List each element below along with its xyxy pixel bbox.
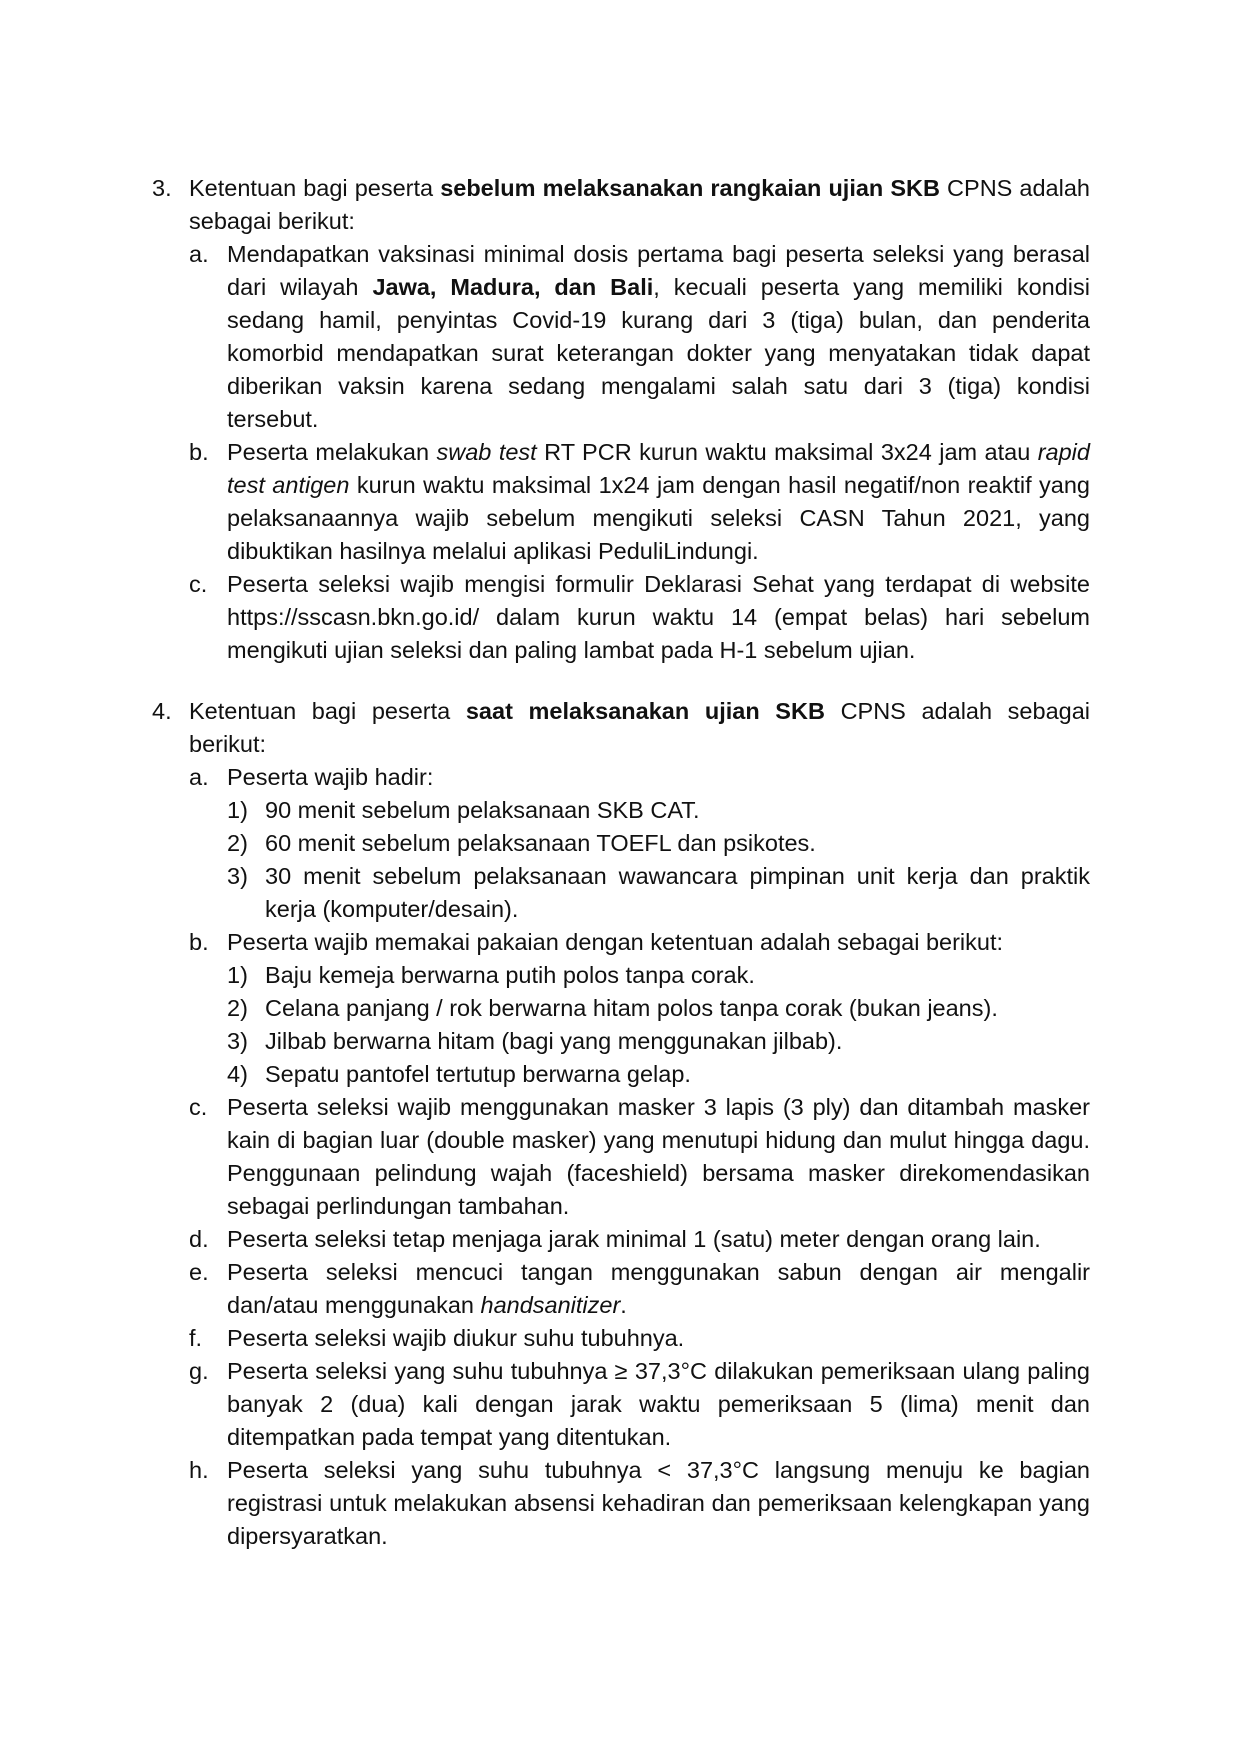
intro-text-end: CPNS adalah sebagai berikut: — [189, 175, 1090, 234]
list-item-4d — [189, 1223, 1090, 1256]
item-text-italic: handsanitizer — [480, 1292, 621, 1318]
item-label: g. — [189, 1358, 209, 1384]
list-item-4g — [189, 1355, 1090, 1454]
intro-bold: saat melaksanakan ujian SKB — [465, 698, 825, 724]
item-text: Peserta seleksi yang suhu tubuhnya < 37,3°C langsung menuju ke bagian registrasi untuk melakukan absensi kehadiran dan pemeriksaan kelengkapan yang dipersyaratkan. — [227, 1457, 1090, 1549]
sub-item-4b-1 — [227, 959, 1090, 992]
item-label: b. — [189, 439, 209, 465]
item-label: h. — [189, 1457, 209, 1483]
sub-item-label: 4) — [227, 1061, 248, 1087]
list-item-3a — [189, 238, 1090, 436]
item-text-post: kurun waktu maksimal 1x24 jam dengan hasil negatif/non reaktif yang pelaksanaannya wajib sebelum mengikuti seleksi CASN Tahun 2021, yang dibuktikan hasilnya melalui aplikasi PeduliLindungi. — [227, 472, 1090, 564]
section-intro — [189, 172, 1090, 238]
item-label: d. — [189, 1226, 209, 1252]
sub-item-4b-3 — [227, 1025, 1090, 1058]
sub-item-text: 30 menit sebelum pelaksanaan wawancara pimpinan unit kerja dan praktik kerja (komputer/desain). — [265, 863, 1090, 922]
section-number: 3. — [152, 175, 172, 201]
item-text: Peserta wajib memakai pakaian dengan ketentuan adalah sebagai berikut: — [227, 929, 1004, 955]
sub-item-text: 60 menit sebelum pelaksanaan TOEFL dan psikotes. — [265, 830, 816, 856]
document-content — [152, 172, 1090, 1553]
sub-item-text: Celana panjang / rok berwarna hitam polos tanpa corak (bukan jeans). — [265, 995, 998, 1021]
list-item-3c — [189, 568, 1090, 667]
item-label: e. — [189, 1259, 209, 1285]
list-item-4f — [189, 1322, 1090, 1355]
sub-item-4a-2 — [227, 827, 1090, 860]
item-text: Peserta seleksi tetap menjaga jarak minimal 1 (satu) meter dengan orang lain. — [227, 1226, 1041, 1252]
item-text-mid: RT PCR kurun waktu maksimal 3x24 jam atau — [536, 439, 1038, 465]
intro-text: Ketentuan bagi peserta — [189, 175, 441, 201]
item-text: Peserta seleksi wajib diukur suhu tubuhnya. — [227, 1325, 685, 1351]
item-text: Peserta seleksi wajib menggunakan masker 3 lapis (3 ply) dan ditambah masker kain di bagian luar (double masker) yang menutupi hidung dan mulut hingga dagu. Penggunaan pelindung wajah (faceshield) bersama masker direkomendasikan sebagai perlindungan tambahan. — [227, 1094, 1090, 1219]
sub-item-text: Sepatu pantofel tertutup berwarna gelap. — [265, 1061, 691, 1087]
sub-item-4a-1 — [227, 794, 1090, 827]
item-text — [227, 436, 1090, 568]
item-text-bold: Jawa, Madura, dan Bali — [372, 274, 654, 300]
sub-item-label: 3) — [227, 1028, 248, 1054]
list-item-3b — [189, 436, 1090, 568]
sub-item-4a-3 — [227, 860, 1090, 926]
sub-item-text: 90 menit sebelum pelaksanaan SKB CAT. — [265, 797, 700, 823]
item-body — [227, 926, 1090, 1091]
item-text-pre: Peserta seleksi mencuci tangan menggunakan sabun dengan air mengalir dan/atau menggunakan — [227, 1259, 1090, 1318]
list-item-4b — [189, 926, 1090, 1091]
section-4 — [152, 695, 1090, 1553]
section-intro — [189, 695, 1090, 761]
sub-item-label: 2) — [227, 995, 248, 1021]
section-number: 4. — [152, 698, 172, 724]
item-text: Peserta seleksi wajib mengisi formulir Deklarasi Sehat yang terdapat di website https://sscasn.bkn.go.id/ dalam kurun waktu 14 (empat belas) hari sebelum mengikuti ujian seleksi dan paling lambat pada H-1 sebelum ujian. — [227, 571, 1090, 663]
item-label: c. — [189, 571, 208, 597]
sub-item-4b-4 — [227, 1058, 1090, 1091]
intro-text-end: CPNS adalah sebagai berikut: — [189, 698, 1091, 757]
item-label: b. — [189, 929, 209, 955]
sub-item-label: 3) — [227, 863, 248, 889]
item-text-pre: Mendapatkan vaksinasi minimal dosis pertama bagi peserta seleksi yang berasal dari wilayah — [227, 241, 1090, 300]
item-body — [227, 761, 1090, 926]
item-text: Peserta wajib hadir: — [227, 764, 434, 790]
sub-item-text: Jilbab berwarna hitam (bagi yang menggunakan jilbab). — [265, 1028, 843, 1054]
item-text-pre: Peserta melakukan — [227, 439, 437, 465]
sub-item-text: Baju kemeja berwarna putih polos tanpa corak. — [265, 962, 755, 988]
sub-item-label: 1) — [227, 797, 248, 823]
sub-item-label: 1) — [227, 962, 248, 988]
item-label: a. — [189, 241, 209, 267]
item-text — [227, 238, 1090, 436]
sub-item-label: 2) — [227, 830, 248, 856]
list-item-4e — [189, 1256, 1090, 1322]
section-body — [189, 172, 1090, 667]
section-3 — [152, 172, 1090, 667]
item-text-italic: swab test — [436, 439, 537, 465]
item-text: Peserta seleksi yang suhu tubuhnya ≥ 37,3°C dilakukan pemeriksaan ulang paling banyak 2 (dua) kali dengan jarak waktu pemeriksaan 5 (lima) menit dan ditempatkan pada tempat yang ditentukan. — [227, 1358, 1090, 1450]
list-item-4c — [189, 1091, 1090, 1223]
item-text — [227, 1256, 1090, 1322]
item-text-post: . — [620, 1292, 627, 1318]
item-text-italic-2: rapid test antigen — [227, 439, 1090, 498]
intro-bold: sebelum melaksanakan rangkaian ujian SKB — [440, 175, 940, 201]
list-item-4a — [189, 761, 1090, 926]
item-label: c. — [189, 1094, 208, 1120]
intro-text: Ketentuan bagi peserta — [189, 698, 466, 724]
sub-item-4b-2 — [227, 992, 1090, 1025]
section-body — [189, 695, 1090, 1553]
item-label: a. — [189, 764, 209, 790]
list-item-4h — [189, 1454, 1090, 1553]
item-text-post: , kecuali peserta yang memiliki kondisi sedang hamil, penyintas Covid-19 kurang dari 3 (tiga) bulan, dan penderita komorbid mendapatkan surat keterangan dokter yang menyatakan tidak dapat diberikan vaksin karena sedang mengalami salah satu dari 3 (tiga) kondisi tersebut. — [227, 274, 1090, 432]
item-label: f. — [189, 1325, 203, 1351]
